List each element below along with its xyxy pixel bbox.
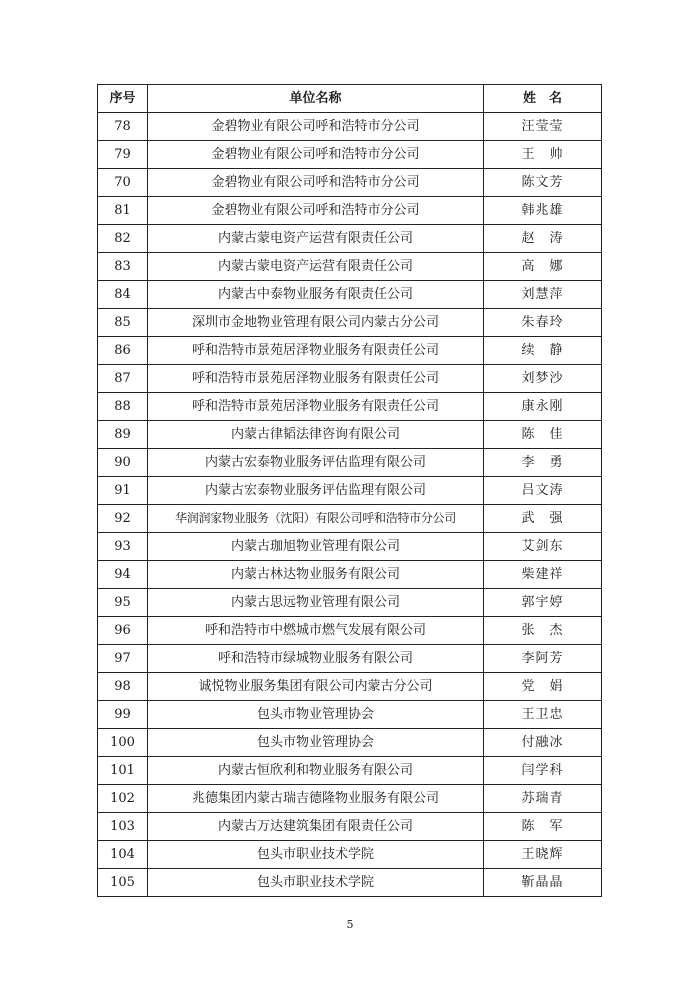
row-unit: 内蒙古林达物业服务有限公司 [148, 561, 484, 589]
row-seq: 93 [98, 533, 148, 561]
row-seq: 103 [98, 813, 148, 841]
row-unit: 内蒙古中泰物业服务有限责任公司 [148, 281, 484, 309]
table-row [98, 561, 602, 589]
table-row [98, 813, 602, 841]
row-seq: 96 [98, 617, 148, 645]
row-name: 朱春玲 [484, 309, 602, 337]
row-seq: 81 [98, 197, 148, 225]
row-unit: 深圳市金地物业管理有限公司内蒙古分公司 [148, 309, 484, 337]
row-seq: 92 [98, 505, 148, 533]
row-unit: 内蒙古蒙电资产运营有限责任公司 [148, 253, 484, 281]
row-unit: 兆德集团内蒙古瑞吉德隆物业服务有限公司 [148, 785, 484, 813]
row-name: 刘慧萍 [484, 281, 602, 309]
table-row [98, 673, 602, 701]
row-seq: 102 [98, 785, 148, 813]
row-unit: 呼和浩特市绿城物业服务有限公司 [148, 645, 484, 673]
table-row [98, 449, 602, 477]
row-seq: 90 [98, 449, 148, 477]
row-seq: 95 [98, 589, 148, 617]
row-unit: 呼和浩特市景苑居泽物业服务有限责任公司 [148, 337, 484, 365]
row-unit: 内蒙古蒙电资产运营有限责任公司 [148, 225, 484, 253]
row-unit: 金碧物业有限公司呼和浩特市分公司 [148, 141, 484, 169]
row-unit: 包头市物业管理协会 [148, 701, 484, 729]
row-unit: 内蒙古律韬法律咨询有限公司 [148, 421, 484, 449]
row-name: 武 强 [484, 505, 602, 533]
row-unit: 金碧物业有限公司呼和浩特市分公司 [148, 197, 484, 225]
table-row [98, 505, 602, 533]
row-name: 赵 涛 [484, 225, 602, 253]
row-seq: 85 [98, 309, 148, 337]
row-seq: 78 [98, 113, 148, 141]
row-name: 李阿芳 [484, 645, 602, 673]
row-seq: 89 [98, 421, 148, 449]
table-row [98, 701, 602, 729]
table-row [98, 421, 602, 449]
header-seq: 序号 [98, 85, 148, 113]
row-unit: 包头市职业技术学院 [148, 869, 484, 897]
row-unit: 诚悦物业服务集团有限公司内蒙古分公司 [148, 673, 484, 701]
page-number: 5 [346, 918, 354, 931]
table-row [98, 393, 602, 421]
table-header-row [98, 85, 602, 113]
table-body [98, 113, 602, 897]
row-name: 吕文涛 [484, 477, 602, 505]
row-unit: 包头市物业管理协会 [148, 729, 484, 757]
row-name: 韩兆雄 [484, 197, 602, 225]
row-name: 王卫忠 [484, 701, 602, 729]
row-seq: 83 [98, 253, 148, 281]
row-unit: 金碧物业有限公司呼和浩特市分公司 [148, 169, 484, 197]
row-seq: 101 [98, 757, 148, 785]
table-row [98, 309, 602, 337]
row-unit: 包头市职业技术学院 [148, 841, 484, 869]
row-name: 陈文芳 [484, 169, 602, 197]
table-row [98, 617, 602, 645]
row-unit: 内蒙古珈旭物业管理有限公司 [148, 533, 484, 561]
table-row [98, 337, 602, 365]
row-name: 汪莹莹 [484, 113, 602, 141]
row-seq: 100 [98, 729, 148, 757]
row-seq: 91 [98, 477, 148, 505]
row-name: 高 娜 [484, 253, 602, 281]
header-unit: 单位名称 [148, 85, 484, 113]
table-row [98, 645, 602, 673]
row-seq: 84 [98, 281, 148, 309]
table-row [98, 841, 602, 869]
row-seq: 79 [98, 141, 148, 169]
row-unit: 内蒙古宏泰物业服务评估监理有限公司 [148, 477, 484, 505]
row-unit: 金碧物业有限公司呼和浩特市分公司 [148, 113, 484, 141]
table-row [98, 281, 602, 309]
row-seq: 94 [98, 561, 148, 589]
header-name: 姓 名 [484, 85, 602, 113]
table-row [98, 365, 602, 393]
row-name: 苏瑞青 [484, 785, 602, 813]
row-name: 艾剑东 [484, 533, 602, 561]
row-name: 陈 军 [484, 813, 602, 841]
row-name: 王晓辉 [484, 841, 602, 869]
row-seq: 70 [98, 169, 148, 197]
row-name: 刘梦沙 [484, 365, 602, 393]
table-row [98, 253, 602, 281]
row-name: 康永刚 [484, 393, 602, 421]
row-seq: 82 [98, 225, 148, 253]
row-name: 陈 佳 [484, 421, 602, 449]
table-row [98, 113, 602, 141]
table-row [98, 477, 602, 505]
row-name: 付融冰 [484, 729, 602, 757]
row-name: 郭宇婷 [484, 589, 602, 617]
table-row [98, 225, 602, 253]
table-row [98, 589, 602, 617]
row-unit: 呼和浩特市景苑居泽物业服务有限责任公司 [148, 393, 484, 421]
row-name: 李 勇 [484, 449, 602, 477]
table-row [98, 141, 602, 169]
row-unit: 内蒙古思远物业管理有限公司 [148, 589, 484, 617]
row-unit: 呼和浩特市中燃城市燃气发展有限公司 [148, 617, 484, 645]
row-name: 柴建祥 [484, 561, 602, 589]
row-seq: 97 [98, 645, 148, 673]
row-unit: 内蒙古恒欣利和物业服务有限公司 [148, 757, 484, 785]
row-name: 靳晶晶 [484, 869, 602, 897]
row-seq: 99 [98, 701, 148, 729]
row-unit: 华润润家物业服务（沈阳）有限公司呼和浩特市分公司 [148, 505, 484, 533]
row-seq: 88 [98, 393, 148, 421]
row-name: 党 娟 [484, 673, 602, 701]
row-unit: 呼和浩特市景苑居泽物业服务有限责任公司 [148, 365, 484, 393]
table-row [98, 169, 602, 197]
row-name: 张 杰 [484, 617, 602, 645]
table-row [98, 729, 602, 757]
row-seq: 105 [98, 869, 148, 897]
row-seq: 87 [98, 365, 148, 393]
row-seq: 98 [98, 673, 148, 701]
row-seq: 104 [98, 841, 148, 869]
table-row [98, 785, 602, 813]
row-unit: 内蒙古万达建筑集团有限责任公司 [148, 813, 484, 841]
roster-table [97, 84, 602, 897]
row-name: 王 帅 [484, 141, 602, 169]
table-row [98, 869, 602, 897]
row-name: 续 静 [484, 337, 602, 365]
row-seq: 86 [98, 337, 148, 365]
table-row [98, 197, 602, 225]
table-row [98, 757, 602, 785]
row-unit: 内蒙古宏泰物业服务评估监理有限公司 [148, 449, 484, 477]
row-name: 闫学科 [484, 757, 602, 785]
table-row [98, 533, 602, 561]
